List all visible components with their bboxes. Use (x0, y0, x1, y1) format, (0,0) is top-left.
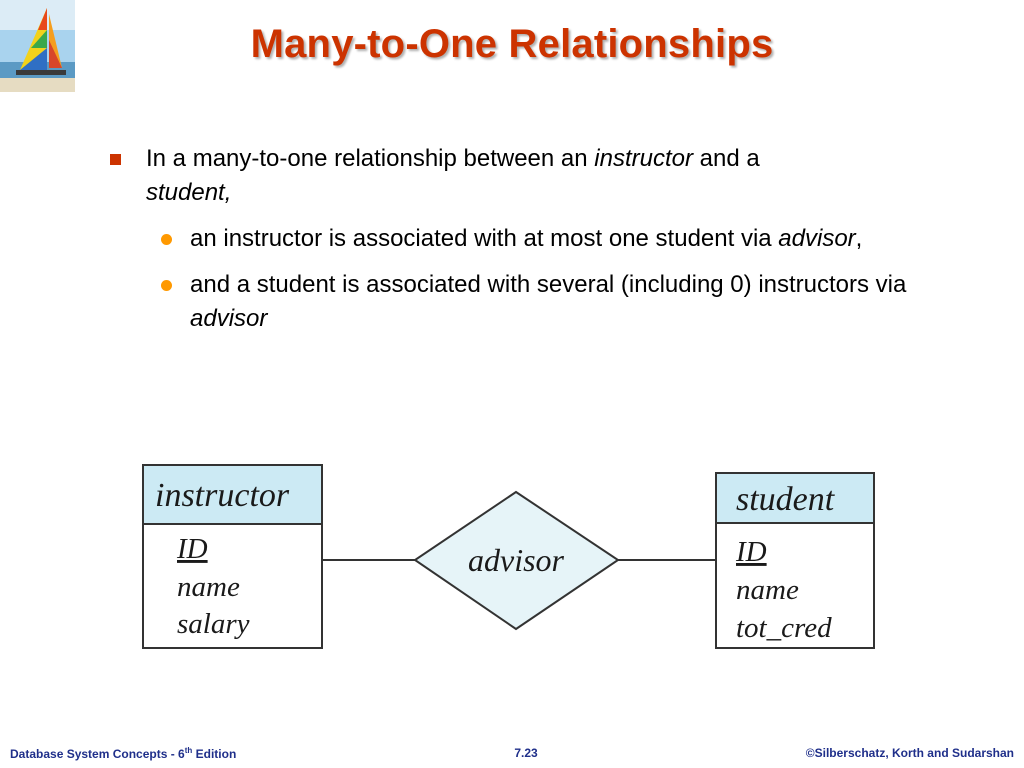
er-diagram (0, 440, 1024, 680)
entity-student (716, 473, 874, 648)
bullet-list (106, 142, 926, 336)
entity-key-attribute: ID (177, 533, 208, 565)
relationship-advisor (415, 492, 618, 629)
sub-bullet-emphasis: advisor (190, 305, 268, 332)
sub-bullet-text: and a student is associated with several (including 0) instructors via (190, 271, 907, 298)
sub-bullet (106, 268, 926, 336)
footer-edition-superscript: th (184, 746, 193, 755)
bullet-text: and a (692, 145, 760, 172)
square-bullet-icon (110, 154, 121, 165)
bullet-main (106, 142, 926, 210)
entity-name: student (736, 481, 835, 518)
footer-book-title-text: Database System Concepts - 6 (10, 747, 185, 761)
entity-attribute: name (177, 571, 240, 603)
entity-name: instructor (155, 477, 290, 514)
entity-attribute: salary (177, 608, 250, 640)
entity-attribute: tot_cred (736, 612, 832, 644)
slide-title: Many-to-One Relationships (250, 22, 774, 66)
bullet-emphasis: student, (146, 179, 232, 206)
bullet-emphasis: instructor (594, 145, 693, 172)
sub-bullet-text: , (855, 225, 863, 252)
sub-bullet (106, 222, 926, 256)
round-bullet-icon (161, 280, 172, 291)
sub-bullet-emphasis: advisor (778, 225, 856, 252)
sub-bullet-text: an instructor is associated with at most one student via (190, 225, 779, 252)
footer-book-title (10, 746, 236, 761)
footer-page-number: 7.23 (514, 746, 538, 760)
bullet-text: In a many-to-one relationship between an (146, 145, 595, 172)
footer-edition-text: Edition (192, 747, 237, 761)
footer-copyright: ©Silberschatz, Korth and Sudarshan (805, 746, 1014, 760)
entity-instructor (143, 465, 322, 648)
entity-attribute: name (736, 574, 799, 606)
entity-key-attribute: ID (736, 536, 767, 568)
round-bullet-icon (161, 234, 172, 245)
relationship-name: advisor (468, 542, 564, 578)
